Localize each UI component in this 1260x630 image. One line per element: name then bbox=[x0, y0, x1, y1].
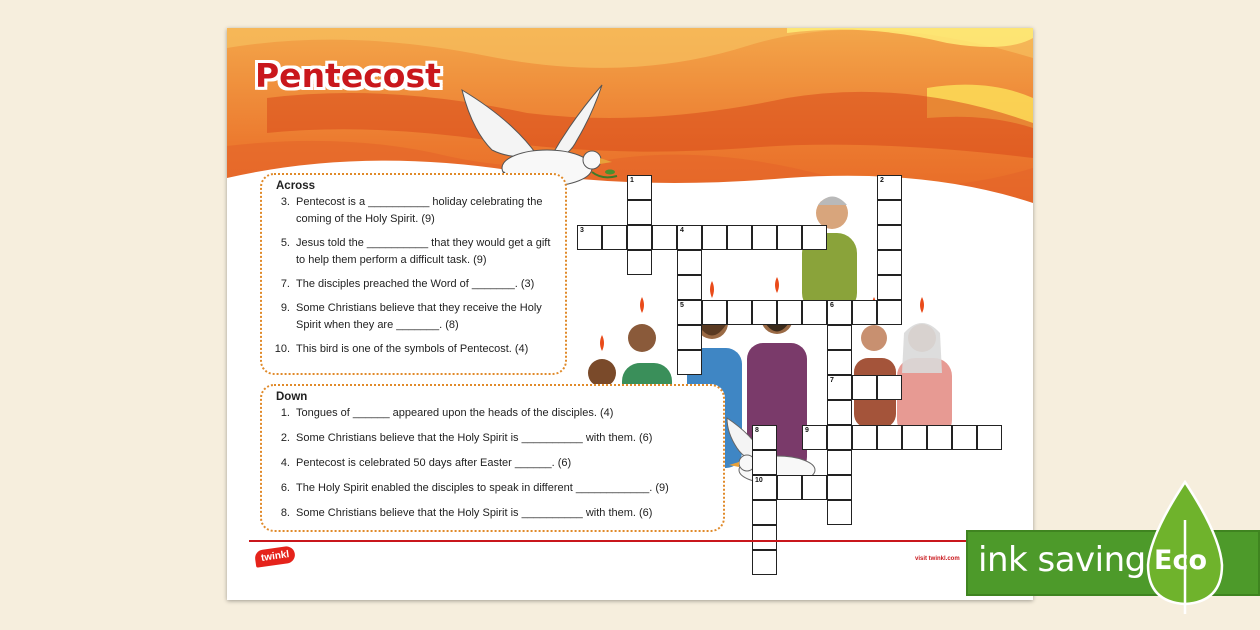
crossword-cell[interactable] bbox=[677, 275, 702, 300]
crossword-cell[interactable] bbox=[877, 300, 902, 325]
crossword-cell[interactable] bbox=[927, 425, 952, 450]
cell-number: 3 bbox=[580, 227, 584, 234]
crossword-cell[interactable] bbox=[602, 225, 627, 250]
cell-number: 5 bbox=[680, 302, 684, 309]
worksheet bbox=[227, 28, 1033, 600]
clue-number: 10. bbox=[274, 343, 290, 355]
clue-number: 3. bbox=[280, 196, 290, 208]
across-clue-9 bbox=[272, 300, 555, 334]
across-heading: Across bbox=[276, 180, 315, 192]
visit-link-text: visit twinkl.com bbox=[915, 556, 960, 562]
clue-number: 1. bbox=[280, 407, 290, 419]
crossword-cell[interactable] bbox=[877, 225, 902, 250]
crossword-cell[interactable] bbox=[852, 300, 877, 325]
across-clue-5 bbox=[272, 235, 555, 269]
crossword-cell[interactable] bbox=[877, 425, 902, 450]
crossword-cell[interactable] bbox=[877, 175, 902, 200]
crossword-cell[interactable] bbox=[677, 250, 702, 275]
cell-number: 9 bbox=[805, 427, 809, 434]
crossword-cell[interactable] bbox=[827, 400, 852, 425]
crossword-cell[interactable] bbox=[827, 500, 852, 525]
twinkl-logo bbox=[255, 546, 295, 565]
crossword-cell[interactable] bbox=[802, 475, 827, 500]
clue-text: The Holy Spirit enabled the disciples to speak in different ____________. (9) bbox=[296, 482, 669, 494]
crossword-cell[interactable] bbox=[977, 425, 1002, 450]
crossword-cell[interactable] bbox=[777, 225, 802, 250]
crossword-cell[interactable] bbox=[802, 300, 827, 325]
down-clue-1 bbox=[272, 405, 713, 422]
crossword-cell[interactable] bbox=[702, 300, 727, 325]
crossword-cell[interactable] bbox=[752, 500, 777, 525]
clue-number: 5. bbox=[280, 237, 290, 249]
crossword-cell[interactable] bbox=[627, 200, 652, 225]
crossword-cell[interactable] bbox=[652, 225, 677, 250]
crossword-cell[interactable] bbox=[802, 425, 827, 450]
crossword-cell[interactable] bbox=[677, 300, 702, 325]
crossword-cell[interactable] bbox=[802, 225, 827, 250]
crossword-cell[interactable] bbox=[827, 325, 852, 350]
crossword-cell[interactable] bbox=[827, 300, 852, 325]
cell-number: 4 bbox=[680, 227, 684, 234]
cell-number: 8 bbox=[755, 427, 759, 434]
clue-number: 2. bbox=[280, 432, 290, 444]
twinkl-logo-text: twinkl bbox=[254, 545, 296, 567]
crossword-cell[interactable] bbox=[727, 225, 752, 250]
clue-text: Some Christians believe that they receive the Holy Spirit when they are _______. (8) bbox=[296, 302, 542, 331]
crossword-cell[interactable] bbox=[827, 475, 852, 500]
crossword-cell[interactable] bbox=[827, 350, 852, 375]
crossword-cell[interactable] bbox=[877, 200, 902, 225]
clue-number: 4. bbox=[280, 457, 290, 469]
crossword-cell[interactable] bbox=[952, 425, 977, 450]
down-clue-4 bbox=[272, 455, 713, 472]
crossword-cell[interactable] bbox=[752, 450, 777, 475]
clue-number: 8. bbox=[280, 507, 290, 519]
eco-label: Eco bbox=[1154, 545, 1207, 576]
across-clue-10 bbox=[272, 341, 555, 358]
crossword-cell[interactable] bbox=[752, 525, 777, 550]
crossword-cell[interactable] bbox=[752, 475, 777, 500]
clue-text: Jesus told the __________ that they would get a gift to help them perform a difficult task. (9) bbox=[296, 237, 551, 266]
cell-number: 7 bbox=[830, 377, 834, 384]
crossword-cell[interactable] bbox=[627, 250, 652, 275]
crossword-cell[interactable] bbox=[627, 225, 652, 250]
crossword-cell[interactable] bbox=[777, 475, 802, 500]
crossword-cell[interactable] bbox=[752, 425, 777, 450]
crossword-cell[interactable] bbox=[877, 275, 902, 300]
across-clues-panel bbox=[260, 173, 567, 375]
down-clue-6 bbox=[272, 480, 713, 497]
crossword-cell[interactable] bbox=[627, 175, 652, 200]
clue-number: 6. bbox=[280, 482, 290, 494]
down-clue-2 bbox=[272, 430, 713, 447]
clue-text: Pentecost is celebrated 50 days after Easter ______. (6) bbox=[296, 457, 572, 469]
crossword-cell[interactable] bbox=[777, 300, 802, 325]
down-clue-list bbox=[272, 405, 713, 522]
crossword-cell[interactable] bbox=[577, 225, 602, 250]
across-clue-7 bbox=[272, 276, 555, 293]
clue-text: Pentecost is a __________ holiday celebrating the coming of the Holy Spirit. (9) bbox=[296, 196, 543, 225]
crossword-cell[interactable] bbox=[852, 375, 877, 400]
crossword-cell[interactable] bbox=[877, 250, 902, 275]
crossword-cell[interactable] bbox=[852, 425, 877, 450]
clue-number: 9. bbox=[280, 302, 290, 314]
page-title: Pentecost bbox=[255, 56, 441, 95]
ink-saving-text: ink saving bbox=[978, 540, 1146, 580]
crossword-cell[interactable] bbox=[677, 225, 702, 250]
cell-number: 1 bbox=[630, 177, 634, 184]
crossword-cell[interactable] bbox=[677, 350, 702, 375]
crossword-cell[interactable] bbox=[877, 375, 902, 400]
cell-number: 10 bbox=[755, 477, 763, 484]
crossword-cell[interactable] bbox=[752, 225, 777, 250]
down-heading: Down bbox=[276, 391, 308, 403]
clue-number: 7. bbox=[280, 278, 290, 290]
crossword-cell[interactable] bbox=[727, 300, 752, 325]
crossword-cell[interactable] bbox=[902, 425, 927, 450]
crossword-cell[interactable] bbox=[827, 450, 852, 475]
crossword-cell[interactable] bbox=[827, 425, 852, 450]
across-clue-3 bbox=[272, 194, 555, 228]
crossword-cell[interactable] bbox=[752, 550, 777, 575]
clue-text: The disciples preached the Word of _______. (3) bbox=[296, 278, 535, 290]
footer-divider bbox=[249, 540, 1031, 542]
clue-text: Tongues of ______ appeared upon the heads of the disciples. (4) bbox=[296, 407, 614, 419]
clue-text: Some Christians believe that the Holy Spirit is __________ with them. (6) bbox=[296, 432, 653, 444]
crossword-cell[interactable] bbox=[752, 300, 777, 325]
crossword-cell[interactable] bbox=[677, 325, 702, 350]
clue-text: Some Christians believe that the Holy Spirit is __________ with them. (6) bbox=[296, 507, 653, 519]
cell-number: 2 bbox=[880, 177, 884, 184]
down-clue-8 bbox=[272, 505, 713, 522]
crossword-cell[interactable] bbox=[827, 375, 852, 400]
down-clues-panel bbox=[260, 384, 725, 532]
across-clue-list bbox=[272, 194, 555, 358]
cell-number: 6 bbox=[830, 302, 834, 309]
clue-text: This bird is one of the symbols of Pentecost. (4) bbox=[296, 343, 529, 355]
crossword-cell[interactable] bbox=[702, 225, 727, 250]
